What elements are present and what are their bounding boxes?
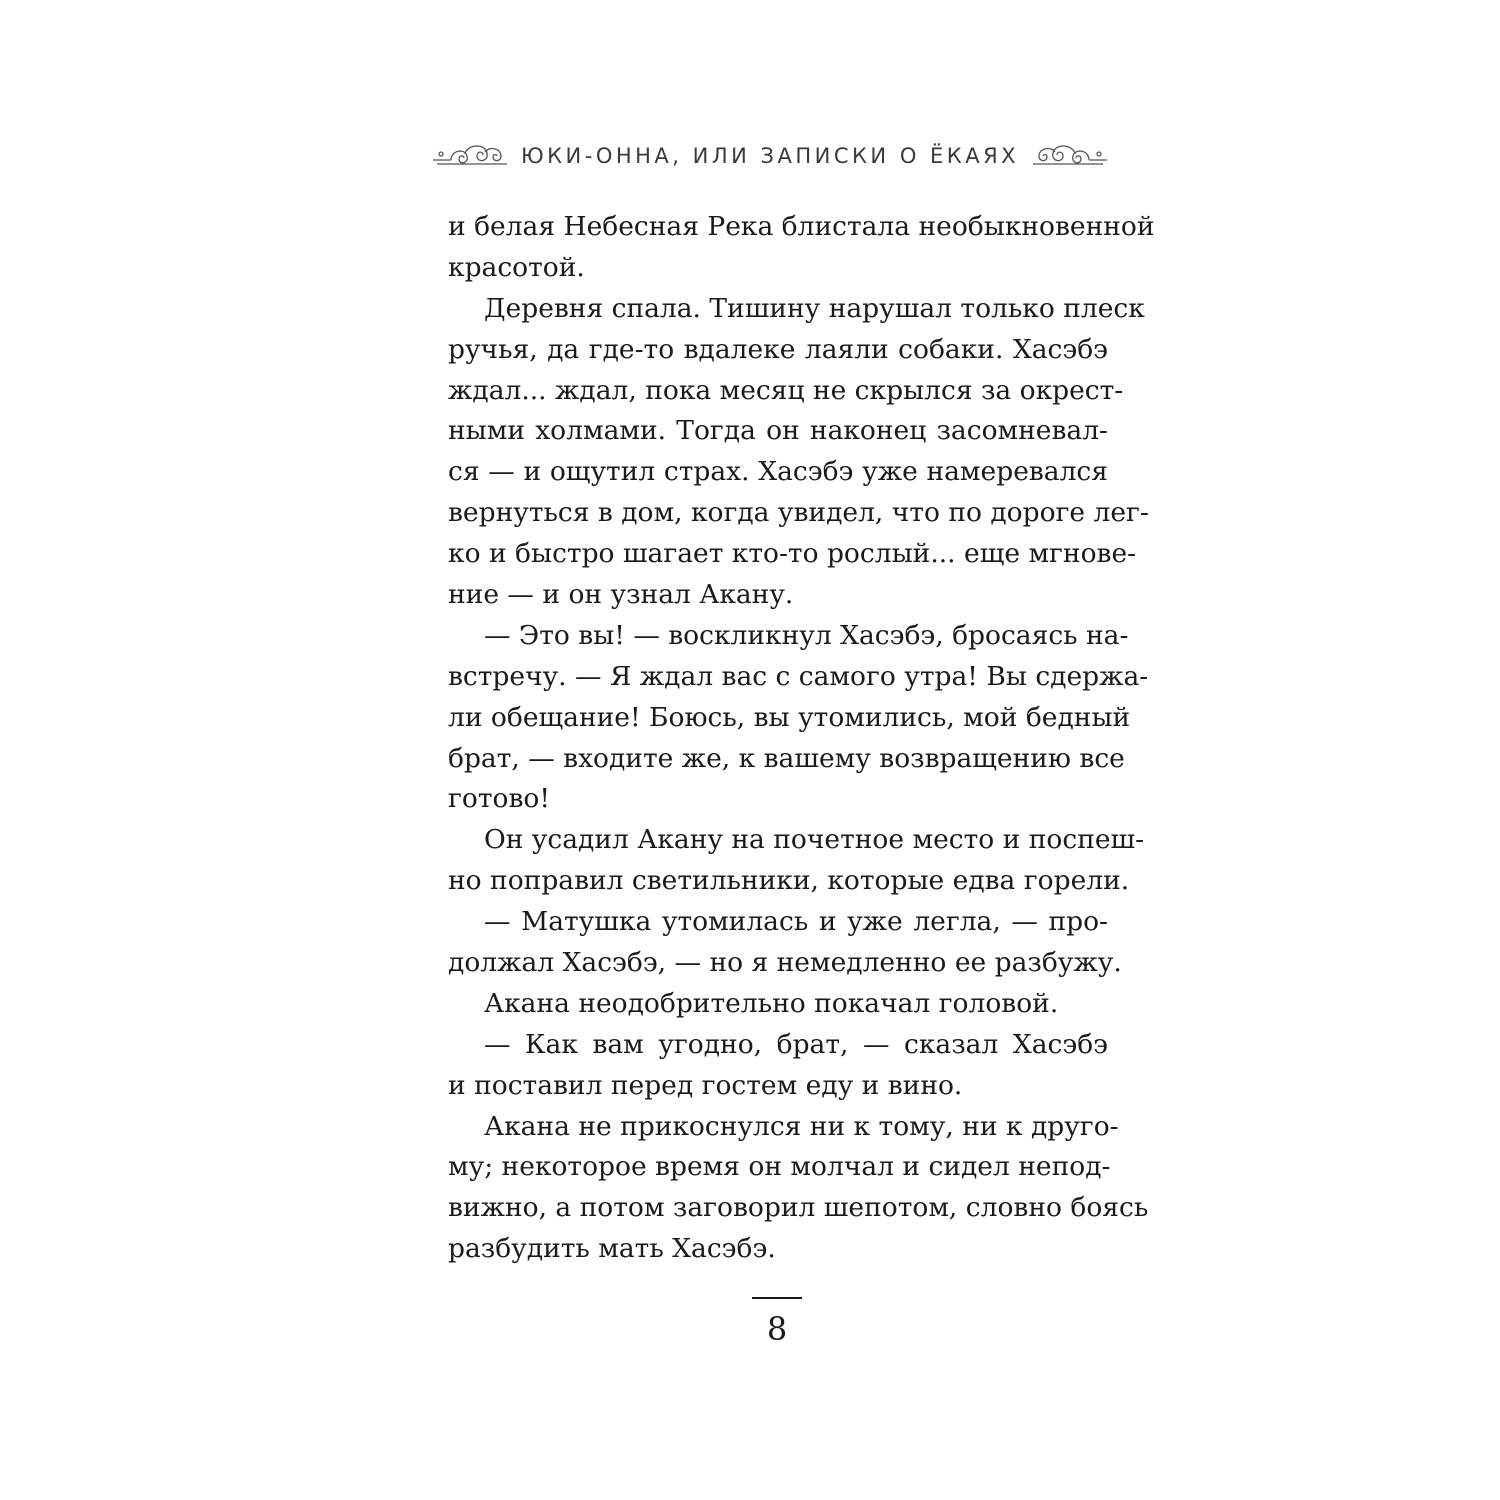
text-line: ждал... ждал, пока месяц не скрылся за окрест- <box>448 374 1124 406</box>
text-line: ко и быстро шагает кто-то рослый... еще мгнове- <box>448 538 1137 570</box>
text-line: встречу. — Я ждал вас с самого утра! Вы сдержа- <box>448 660 1149 692</box>
text-line: Он усадил Акану на почетное место и поспеш- <box>484 824 1145 856</box>
text-line: му; некоторое время он молчал и сидел непод- <box>448 1151 1111 1183</box>
text-line: Акана неодобрительно покачал головой. <box>484 987 1059 1019</box>
text-line: — Это вы! — воскликнул Хасэбэ, бросаясь на- <box>484 619 1129 651</box>
text-line: разбудить мать Хасэбэ. <box>448 1233 776 1265</box>
text-line: ние — и он узнал Акану. <box>448 579 794 611</box>
text-line: красотой. <box>448 251 585 283</box>
page-number: 8 <box>766 1310 788 1348</box>
cloud-swirl-ornament-icon <box>1031 138 1109 174</box>
text-line: брат, — входите же, к вашему возвращению все <box>448 742 1125 774</box>
text-line: должал Хасэбэ, — но я немедленно ее разбужу. <box>448 947 1122 979</box>
running-header-title: ЮКИ-ОННА, ИЛИ ЗАПИСКИ О ЁКАЯХ <box>520 144 1020 168</box>
text-line: но поправил светильники, которые едва горели. <box>448 865 1130 897</box>
text-line: — Как вам угодно, брат, — сказал Хасэбэ <box>484 1028 1108 1060</box>
text-line: и белая Небесная Река блистала необыкновенной <box>448 211 1155 242</box>
text-line: ными холмами. Тогда он наконец засомневал- <box>448 415 1108 447</box>
text-line: ручья, да где-то вдалеке лаяли собаки. Хасэбэ <box>448 333 1108 365</box>
body-text <box>448 207 1155 1270</box>
text-line: и поставил перед гостем еду и вино. <box>448 1069 963 1101</box>
text-line: Акана не прикоснулся ни к тому, ни к друго- <box>484 1110 1119 1142</box>
text-line: ли обещание! Боюсь, вы утомились, мой бедный <box>448 701 1131 733</box>
text-line: вернуться в дом, когда увидел, что по дороге лег- <box>448 497 1149 529</box>
running-header <box>440 130 1100 182</box>
page-number-rule <box>752 1297 802 1299</box>
cloud-swirl-ornament-icon <box>431 138 509 174</box>
text-line: готово! <box>448 783 550 815</box>
text-line: Деревня спала. Тишину нарушал только плеск <box>484 292 1145 324</box>
text-line: вижно, а потом заговорил шепотом, словно боясь <box>448 1192 1149 1224</box>
text-line: — Матушка утомилась и уже легла, — про- <box>484 906 1108 938</box>
text-line: ся — и ощутил страх. Хасэбэ уже намеревался <box>448 456 1108 488</box>
